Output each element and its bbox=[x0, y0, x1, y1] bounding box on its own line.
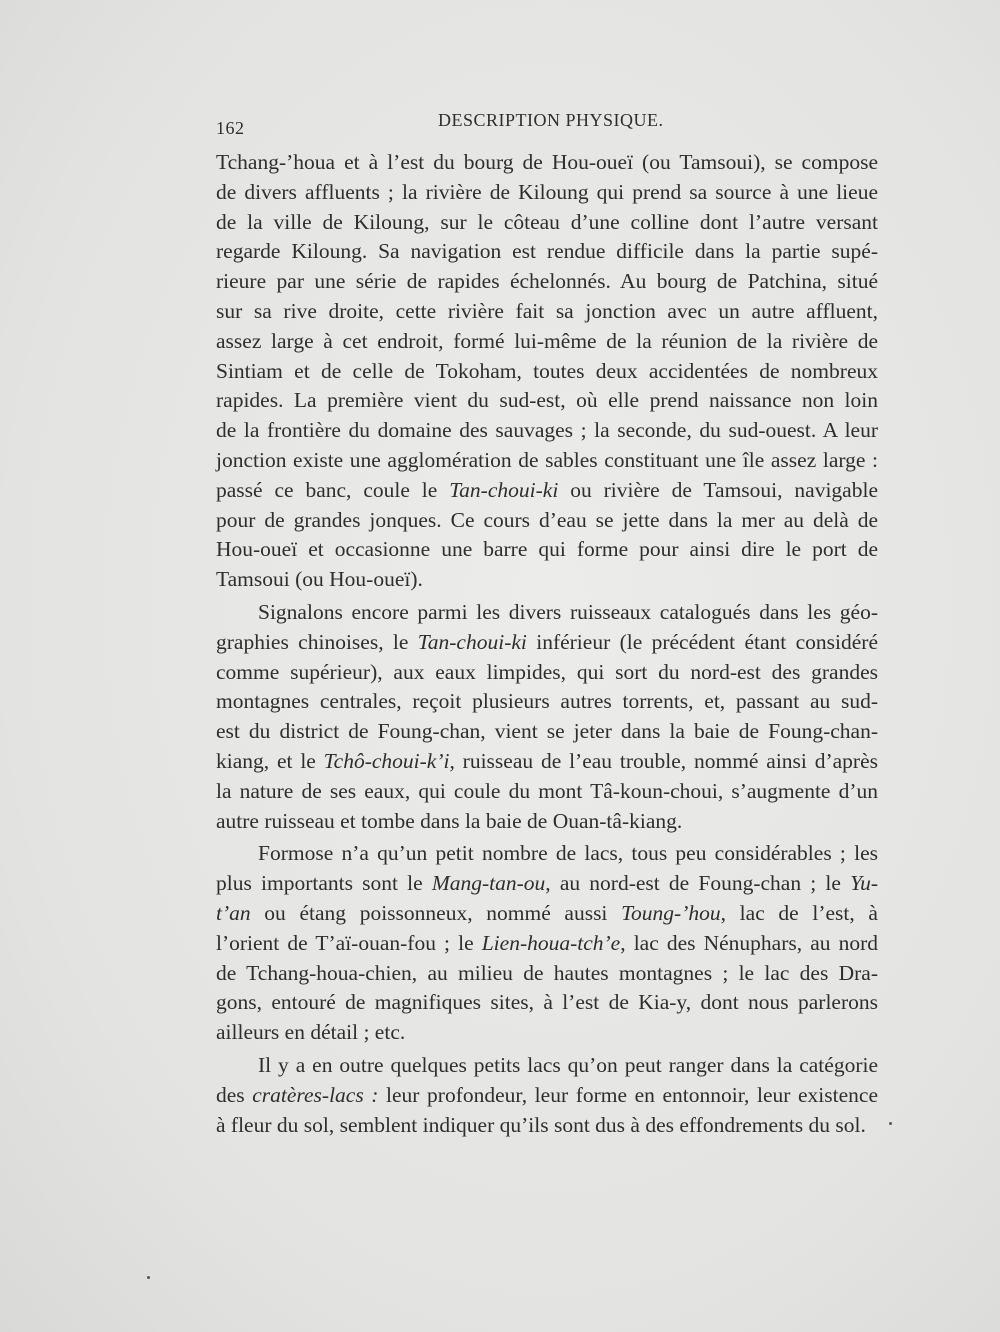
text-run: , lac de l’est, à bbox=[720, 900, 878, 925]
text-line bbox=[216, 687, 878, 717]
text-line bbox=[216, 988, 878, 1018]
paragraph bbox=[216, 1051, 878, 1140]
text-line bbox=[216, 839, 878, 869]
text-run: des bbox=[216, 1082, 253, 1107]
text-run: plus importants sont le bbox=[216, 871, 432, 896]
text-line bbox=[216, 959, 878, 989]
text-line bbox=[216, 929, 878, 959]
text-run: est du district de Foung-chan, vient se jeter dans la baie de Foung-chan- bbox=[216, 719, 878, 744]
text-run: ailleurs en détail ; etc. bbox=[216, 1020, 406, 1045]
text-line bbox=[216, 386, 878, 416]
text-run: pour de grandes jonques. Ce cours d’eau se jette dans la mer au delà de bbox=[216, 507, 878, 532]
text-line bbox=[216, 807, 878, 837]
text-run: Sintiam et de celle de Tokoham, toutes deux accidentées de nombreux bbox=[216, 358, 878, 383]
italic-term: Mang-tan-ou bbox=[431, 871, 546, 896]
text-run: inférieur (le précédent étant considéré bbox=[526, 629, 878, 654]
text-line bbox=[216, 297, 878, 327]
italic-term: cratères-lacs : bbox=[252, 1082, 379, 1107]
paragraph bbox=[216, 148, 878, 595]
text-line bbox=[216, 208, 878, 238]
italic-term: Yu- bbox=[850, 871, 878, 896]
text-line bbox=[216, 178, 878, 208]
text-line bbox=[216, 1051, 878, 1081]
text-run: jonction existe une agglomération de sables constituant une île assez large : bbox=[216, 447, 878, 472]
text-line bbox=[216, 899, 878, 929]
italic-term: Tan-choui-ki bbox=[417, 629, 527, 654]
text-line bbox=[216, 628, 878, 658]
running-title: DESCRIPTION PHYSIQUE. bbox=[438, 110, 664, 130]
text-line bbox=[216, 267, 878, 297]
paragraph bbox=[216, 598, 878, 836]
italic-term: Lien-houa-tch’e bbox=[481, 930, 621, 955]
text-line bbox=[216, 535, 878, 565]
text-run: à fleur du sol, semblent indiquer qu’ils sont dus à des effondrements du sol. bbox=[216, 1112, 866, 1137]
italic-term: Tchô-choui-k’i bbox=[323, 748, 450, 773]
text-run: graphies chinoises, le bbox=[216, 629, 418, 654]
text-line bbox=[216, 1111, 878, 1141]
text-run: l’orient de T’aï-ouan-fou ; le bbox=[216, 930, 482, 955]
ink-speck bbox=[147, 1276, 150, 1279]
ink-speck bbox=[889, 1122, 892, 1125]
text-line bbox=[216, 357, 878, 387]
text-run: Hou-oueï et occasionne une barre qui forme pour ainsi dire le port de bbox=[216, 537, 878, 562]
text-line bbox=[216, 506, 878, 536]
text-run: sur sa rive droite, cette rivière fait sa jonction avec un autre affluent, bbox=[216, 298, 878, 323]
text-line bbox=[216, 717, 878, 747]
text-line bbox=[216, 869, 878, 899]
text-run: rapides. La première vient du sud-est, où elle prend naissance non loin bbox=[216, 388, 878, 413]
text-run: Tamsoui (ou Hou-oueï). bbox=[216, 567, 423, 592]
text-run: Formose n’a qu’un petit nombre de lacs, tous peu considérables ; les bbox=[258, 841, 878, 866]
text-line bbox=[216, 237, 878, 267]
body-text bbox=[216, 148, 878, 1143]
text-run: la nature de ses eaux, qui coule du mont Tâ-koun-choui, s’augmente d’un bbox=[216, 778, 878, 803]
text-run: , ruisseau de l’eau trouble, nommé ainsi d’après bbox=[449, 748, 878, 773]
text-run: leur profondeur, leur forme en entonnoir, leur existence bbox=[378, 1082, 878, 1107]
text-run: passé ce banc, coule le bbox=[216, 477, 450, 502]
text-line bbox=[216, 598, 878, 628]
text-run: ou rivière de Tamsoui, navigable bbox=[558, 477, 878, 502]
text-run: montagnes centrales, reçoit plusieurs autres torrents, et, passant au sud- bbox=[216, 689, 878, 714]
italic-term: Toung-’hou bbox=[621, 900, 721, 925]
text-run: comme supérieur), aux eaux limpides, qui sort du nord-est des grandes bbox=[216, 659, 878, 684]
text-run: Tchang-’houa et à l’est du bourg de Hou-oueï (ou Tamsoui), se compose bbox=[216, 150, 878, 174]
text-run: de Tchang-houa-chien, au milieu de hautes montagnes ; le lac des Dra- bbox=[216, 960, 878, 985]
text-run: , lac des Nénuphars, au nord bbox=[620, 930, 878, 955]
text-line bbox=[216, 658, 878, 688]
text-line bbox=[216, 416, 878, 446]
text-run: kiang, et le bbox=[216, 748, 324, 773]
text-line bbox=[216, 1018, 878, 1048]
text-line bbox=[216, 148, 878, 178]
text-line bbox=[216, 747, 878, 777]
text-run: assez large à cet endroit, formé lui-même de la réunion de la rivière de bbox=[216, 328, 878, 353]
text-run: de la frontière du domaine des sauvages ; la seconde, du sud-ouest. A leur bbox=[216, 418, 878, 443]
text-run: regarde Kiloung. Sa navigation est rendue difficile dans la partie supé- bbox=[216, 239, 878, 264]
page-number: 162 bbox=[216, 118, 245, 138]
text-run: de la ville de Kiloung, sur le côteau d’une colline dont l’autre versant bbox=[216, 209, 878, 234]
text-line bbox=[216, 446, 878, 476]
italic-term: Tan-choui-ki bbox=[449, 477, 559, 502]
text-run: Il y a en outre quelques petits lacs qu’on peut ranger dans la catégorie bbox=[258, 1052, 878, 1077]
text-line bbox=[216, 476, 878, 506]
paragraph bbox=[216, 839, 878, 1048]
text-line bbox=[216, 565, 878, 595]
text-run: , au nord-est de Foung-chan ; le bbox=[545, 871, 851, 896]
text-run: rieure par une série de rapides échelonnés. Au bourg de Patchina, situé bbox=[216, 269, 878, 294]
text-line bbox=[216, 1081, 878, 1111]
italic-term: t’an bbox=[216, 900, 251, 925]
text-run: de divers affluents ; la rivière de Kiloung qui prend sa source à une lieue bbox=[216, 179, 878, 204]
text-line bbox=[216, 777, 878, 807]
text-run: ou étang poissonneux, nommé aussi bbox=[250, 900, 622, 925]
text-run: Signalons encore parmi les divers ruisseaux catalogués dans les géo- bbox=[258, 599, 878, 624]
text-run: autre ruisseau et tombe dans la baie de Ouan-tâ-kiang. bbox=[216, 808, 683, 833]
text-run: gons, entouré de magnifiques sites, à l’est de Kia-y, dont nous parlerons bbox=[216, 990, 878, 1015]
text-line bbox=[216, 327, 878, 357]
running-head bbox=[216, 110, 878, 140]
